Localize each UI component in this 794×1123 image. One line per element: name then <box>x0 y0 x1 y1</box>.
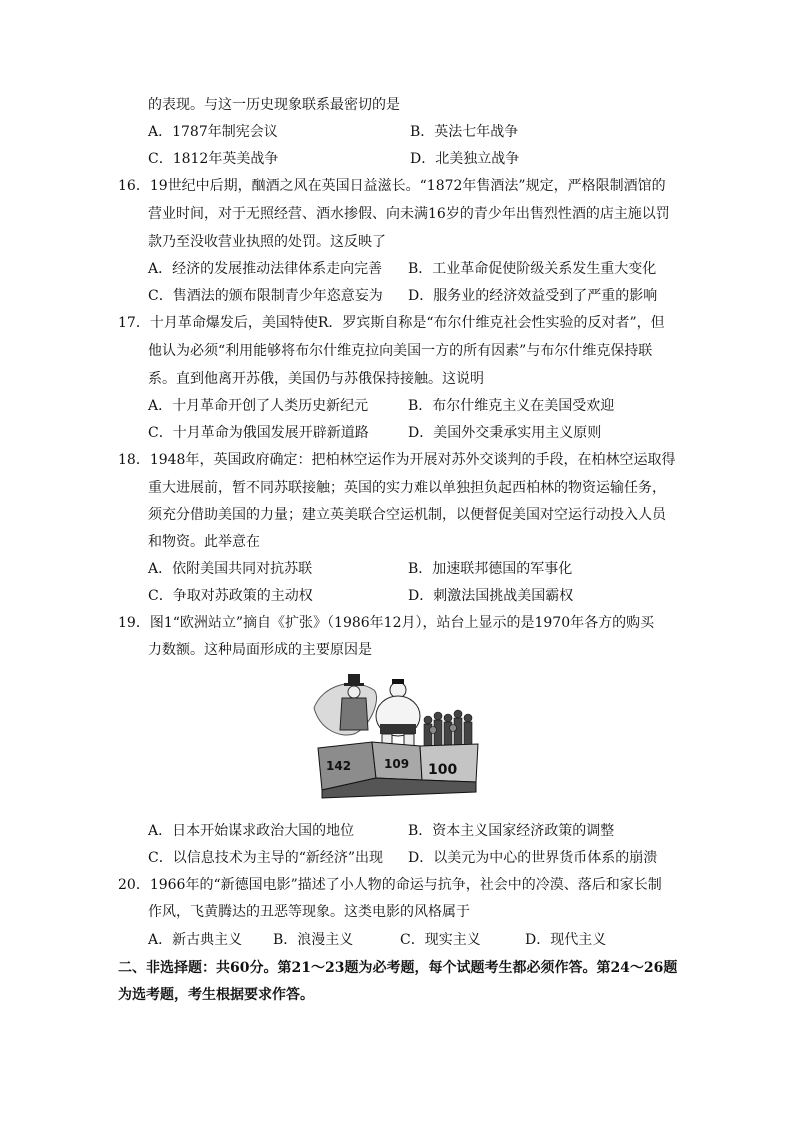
q16-option-d: D．服务业的经济效益受到了严重的影响 <box>408 288 658 304</box>
q18-stem-line2: 重大进展前，暂不同苏联接触；英国的实力难以单独担负起西柏林的物资运输任务， <box>148 480 666 496</box>
q17-option-b: B．布尔什维克主义在美国受欢迎 <box>408 398 615 414</box>
figure-european-crowd <box>424 710 472 746</box>
q19-option-a: A．日本开始谋求政治大国的地位 <box>148 823 355 839</box>
q15-stem: 的表现。与这一历史现象联系最密切的是 <box>148 97 400 113</box>
q17-option-a: A．十月革命开创了人类历史新纪元 <box>148 398 369 414</box>
q18-stem-line3: 须充分借助美国的力量；建立英美联合空运机制，以便督促美国对空运行动投入人员 <box>148 507 666 523</box>
q15-option-c: C．1812年英美战争 <box>148 151 279 167</box>
q16-stem-line1: 16．19世纪中后期，酗酒之风在英国日益滋长。“1872年售酒法”规定，严格限制酒馆的 <box>118 178 666 194</box>
q16-option-c: C．售酒法的颁布限制青少年恣意妄为 <box>148 288 383 304</box>
q17-option-d: D．美国外交秉承实用主义原则 <box>408 425 602 441</box>
q18-option-c: C．争取对苏政策的主动权 <box>148 588 313 604</box>
q16-stem-line3: 款乃至没收营业执照的处罚。这反映了 <box>148 234 386 250</box>
q20-option-c: C．现实主义 <box>400 932 481 948</box>
q17-stem-line2: 他认为必须“利用能够将布尔什维克拉向美国一方的所有因素”与布尔什维克保持联 <box>148 343 653 359</box>
section2-heading-line1: 二、非选择题：共60分。第21～23题为必考题，每个试题考生都必须作答。第24～26题 <box>118 960 678 976</box>
q20-option-b: B．浪漫主义 <box>273 932 354 948</box>
q19-option-c: C．以信息技术为主导的“新经济”出现 <box>148 850 384 866</box>
q19-stem-line1: 19．图1“欧洲站立”摘自《扩张》（1986年12月），站台上显示的是1970年各方的购买 <box>118 615 655 631</box>
q16-option-b: B．工业革命促使阶级关系发生重大变化 <box>408 261 657 277</box>
figure-europe-standing-cartoon <box>312 668 480 800</box>
q20-stem-line1: 20．1966年的“新德国电影”描述了小人物的命运与抗争，社会中的冷漠、落后和家长制 <box>118 877 662 893</box>
q15-option-d: D．北美独立战争 <box>410 151 520 167</box>
q17-option-c: C．十月革命为俄国发展开辟新道路 <box>148 425 369 441</box>
q17-stem-line3: 系。直到他离开苏俄，美国仍与苏俄保持接触。这说明 <box>148 371 484 387</box>
q20-option-a: A．新古典主义 <box>148 932 243 948</box>
q18-option-d: D．刺激法国挑战美国霸权 <box>408 588 574 604</box>
figure-uncle-sam <box>340 674 368 730</box>
figure-label-142: 142 <box>326 759 352 773</box>
section2-heading-line2: 为选考题，考生根据要求作答。 <box>118 987 314 1003</box>
q15-option-a: A．1787年制宪会议 <box>148 124 278 140</box>
q19-option-b: B．资本主义国家经济政策的调整 <box>408 823 615 839</box>
q18-option-a: A．依附美国共同对抗苏联 <box>148 561 313 577</box>
q16-option-a: A．经济的发展推动法律体系走向完善 <box>148 261 383 277</box>
q20-option-d: D．现代主义 <box>525 932 607 948</box>
q18-option-b: B．加速联邦德国的军事化 <box>408 561 573 577</box>
q20-stem-line2: 作风，飞黄腾达的丑恶等现象。这类电影的风格属于 <box>148 904 470 920</box>
figure-sumo-wrestler <box>376 679 420 748</box>
figure-label-109: 109 <box>384 757 410 771</box>
q18-stem-line1: 18．1948年，英国政府确定：把柏林空运作为开展对苏外交谈判的手段，在柏林空运取得 <box>118 452 676 468</box>
figure-label-100: 100 <box>428 762 458 778</box>
q19-option-d: D．以美元为中心的世界货币体系的崩溃 <box>408 850 658 866</box>
q19-stem-line2: 力数额。这种局面形成的主要原因是 <box>148 642 372 658</box>
q16-stem-line2: 营业时间，对于无照经营、酒水掺假、向未满16岁的青少年出售烈性酒的店主施以罚 <box>148 206 670 222</box>
q17-stem-line1: 17．十月革命爆发后，美国特使R．罗宾斯自称是“布尔什维克社会性实验的反对者”，但 <box>118 315 665 331</box>
q18-stem-line4: 和物资。此举意在 <box>148 534 260 550</box>
q15-option-b: B．英法七年战争 <box>410 124 519 140</box>
